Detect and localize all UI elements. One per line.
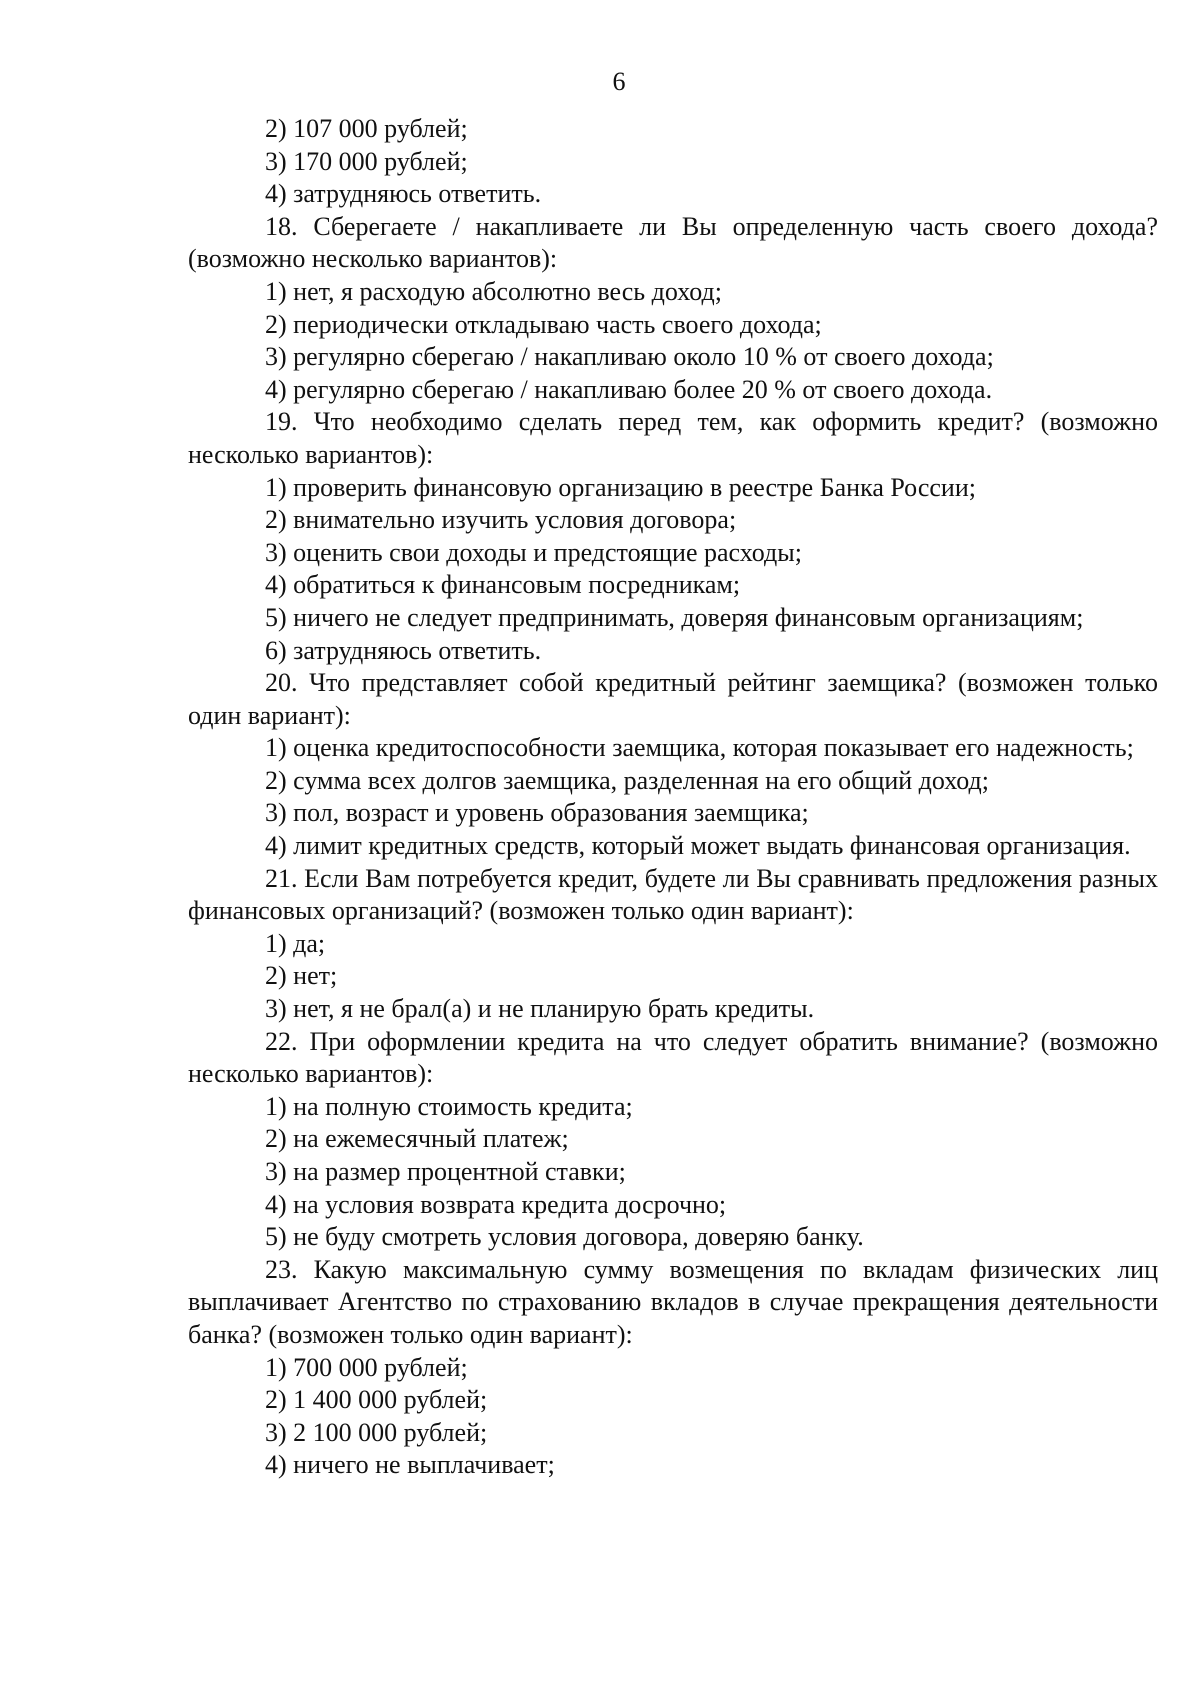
question-22-option-5: 5) не буду смотреть условия договора, доверяю банку. <box>265 1222 864 1252</box>
question-19-option-1: 1) проверить финансовую организацию в реестре Банка России; <box>265 472 976 502</box>
question-19: 19. Что необходимо сделать перед тем, как оформить кредит? (возможно несколько вариантов): <box>188 407 1158 469</box>
question-17-option-2: 2) 107 000 рублей; <box>265 114 468 143</box>
question-18-option-2: 2) периодически откладываю часть своего дохода; <box>265 309 822 339</box>
question-22-option-2: 2) на ежемесячный платеж; <box>265 1124 569 1154</box>
question-23-option-3: 3) 2 100 000 рублей; <box>265 1417 488 1447</box>
question-23-option-1: 1) 700 000 рублей; <box>265 1352 468 1382</box>
question-17-option-4: 4) затрудняюсь ответить. <box>265 179 542 209</box>
question-22-option-3: 3) на размер процентной ставки; <box>265 1157 626 1186</box>
question-23: 23. Какую максимальную сумму возмещения по вкладам физических лиц выплачивает Агентство по страхованию вкладов в случае прекращения деятельности банка? (возможен только один вариант): <box>188 1254 1158 1349</box>
question-21-option-2: 2) нет; <box>265 961 338 991</box>
question-20-option-2: 2) сумма всех долгов заемщика, разделенная на его общий доход; <box>265 765 989 795</box>
question-23-option-2: 2) 1 400 000 рублей; <box>265 1385 488 1415</box>
question-20-option-3: 3) пол, возраст и уровень образования заемщика; <box>265 798 809 828</box>
question-18-option-4: 4) регулярно сберегаю / накапливаю более 20 % от своего дохода. <box>265 374 993 404</box>
question-21-option-1: 1) да; <box>265 928 326 958</box>
question-19-option-6: 6) затрудняюсь ответить. <box>265 635 542 665</box>
question-18-option-1: 1) нет, я расходую абсолютно весь доход; <box>265 276 722 306</box>
page-number: 6 <box>612 67 626 96</box>
question-20-option-4: 4) лимит кредитных средств, который может выдать финансовая организация. <box>265 831 1131 861</box>
question-22: 22. При оформлении кредита на что следует обратить внимание? (возможно несколько вариантов): <box>188 1026 1158 1089</box>
question-20: 20. Что представляет собой кредитный рейтинг заемщика? (возможен только один вариант): <box>188 668 1158 730</box>
question-20-option-1: 1) оценка кредитоспособности заемщика, которая показывает его надежность; <box>265 733 1134 763</box>
question-19-option-2: 2) внимательно изучить условия договора; <box>265 505 737 535</box>
question-18: 18. Сберегаете / накапливаете ли Вы определенную часть своего дохода? (возможно несколько вариантов): <box>188 211 1158 274</box>
questionnaire-content <box>188 113 1158 1482</box>
question-17-option-3: 3) 170 000 рублей; <box>265 146 468 176</box>
question-19-option-3: 3) оценить свои доходы и предстоящие расходы; <box>265 537 802 567</box>
question-21-option-3: 3) нет, я не брал(а) и не планирую брать кредиты. <box>265 994 815 1024</box>
question-21: 21. Если Вам потребуется кредит, будете ли Вы сравнивать предложения разных финансовых организаций? (возможен только один вариант): <box>188 863 1158 926</box>
question-22-option-4: 4) на условия возврата кредита досрочно; <box>265 1189 727 1219</box>
question-18-option-3: 3) регулярно сберегаю / накапливаю около 10 % от своего дохода; <box>265 342 994 372</box>
question-19-option-5: 5) ничего не следует предпринимать, доверяя финансовым организациям; <box>265 602 1084 632</box>
question-23-option-4: 4) ничего не выплачивает; <box>265 1450 555 1480</box>
question-22-option-1: 1) на полную стоимость кредита; <box>265 1091 633 1121</box>
question-19-option-4: 4) обратиться к финансовым посредникам; <box>265 570 741 600</box>
